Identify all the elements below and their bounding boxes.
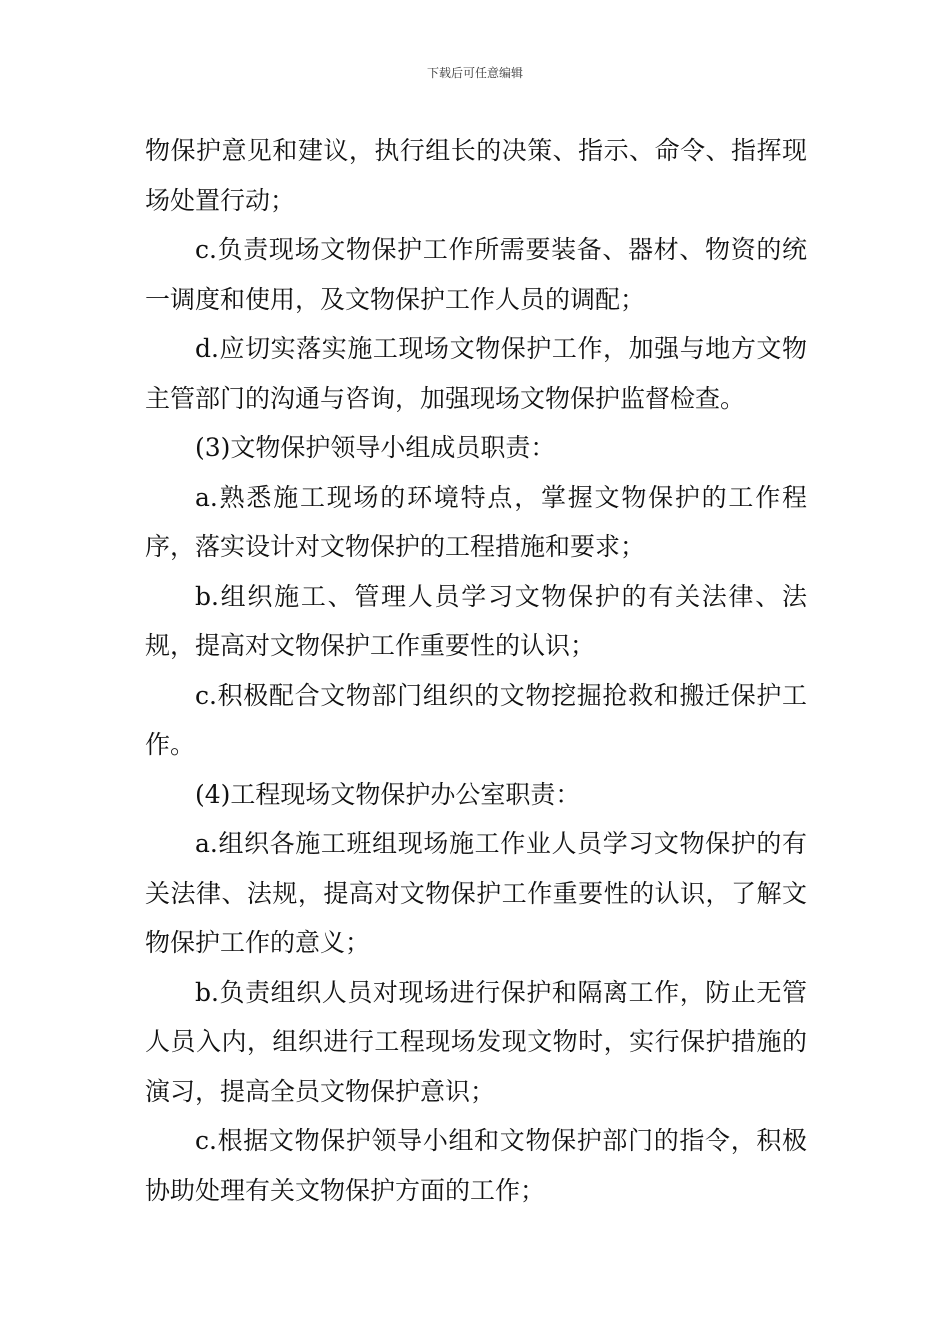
paragraph: d.应切实落实施工现场文物保护工作，加强与地方文物主管部门的沟通与咨询，加强现场文物保护监督检查。 [145, 334, 807, 413]
section-heading: (3)文物保护领导小组成员职责： [195, 433, 556, 462]
paragraph: c.根据文物保护领导小组和文物保护部门的指令，积极协助处理有关文物保护方面的工作； [145, 1126, 807, 1205]
paragraph: 物保护意见和建议，执行组长的决策、指示、命令、指挥现场处置行动； [145, 136, 807, 215]
paragraph: b.负责组织人员对现场进行保护和隔离工作，防止无管人员入内，组织进行工程现场发现文物时，实行保护措施的演习，提高全员文物保护意识； [145, 977, 807, 1106]
page-header: 下载后可任意编辑 [426, 66, 523, 80]
paragraph: c.积极配合文物部门组织的文物挖掘抢救和搬迁保护工作。 [145, 680, 807, 759]
document-body [145, 126, 807, 1215]
section-heading: (4)工程现场文物保护办公室职责： [195, 779, 581, 809]
paragraph: a.组织各施工班组现场施工作业人员学习文物保护的有关法律、法规，提高对文物保护工作重要性的认识，了解文物保护工作的意义； [145, 829, 807, 957]
paragraph: a.熟悉施工现场的环境特点，掌握文物保护的工作程序，落实设计对文物保护的工程措施和要求； [145, 482, 807, 561]
paragraph: c.负责现场文物保护工作所需要装备、器材、物资的统一调度和使用，及文物保护工作人员的调配； [145, 235, 807, 314]
paragraph: b.组织施工、管理人员学习文物保护的有关法律、法规，提高对文物保护工作重要性的认识； [145, 581, 807, 660]
